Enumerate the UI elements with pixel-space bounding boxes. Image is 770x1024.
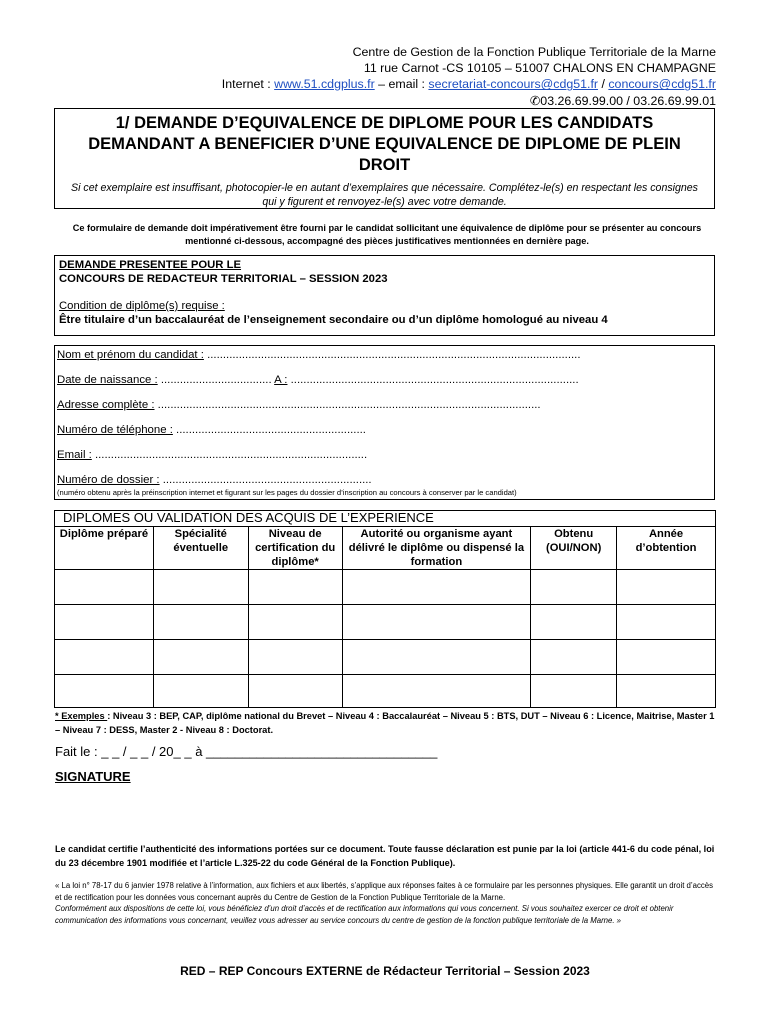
col-diplome: Diplôme préparé	[55, 527, 154, 570]
page-footer: RED – REP Concours EXTERNE de Rédacteur Territorial – Session 2023	[180, 964, 590, 978]
header-line2: 11 rue Carnot -CS 10105 – 51007 CHALONS EN CHAMPAGNE	[363, 61, 716, 76]
loi-italic: Conformément aux dispositions de cette loi, vous bénéficiez d’un droit d’accès et de rectification aux informations qui vous concernent. Si vous souhaitez exercer ce droit et obtenir communication des informations vous concernant, veuillez vous adresser au service concours du centre de gestion de la fonction publique territoriale de la Marne. »	[55, 904, 674, 925]
table-row	[55, 570, 716, 605]
phone-icon: ✆	[529, 93, 541, 108]
email-dots: ......................................................................................	[91, 449, 368, 461]
exemples-label: * Exemples	[55, 711, 108, 721]
col-specialite: Spécialité éventuelle	[153, 527, 248, 570]
header-contacts	[76, 76, 716, 92]
loi-normal: « La loi n° 78-17 du 6 janvier 1978 relative à l’information, aux fichiers et aux libertés, s’applique aux réponses faites à ce formulaire par les personnes physiques. Elle garantit un droit d’accès et de rectification pour les données vous concernant auprès du Centre de Gestion de la Fonction Publique Territoriale de la Marne.	[55, 881, 713, 902]
adresse-field[interactable]	[57, 399, 541, 411]
intro-text: Ce formulaire de demande doit impérativement être fourni par le candidat sollicitant une équivalence de diplôme pour se présenter au concours mentionné ci-dessous, accompagné des pièces justificatives mentionnées en dernière page.	[72, 223, 702, 246]
diplomes-table	[54, 510, 716, 708]
email-separator: /	[598, 77, 609, 92]
internet-label: Internet :	[221, 77, 275, 92]
lieu-dots: ...........................................................................................	[287, 374, 579, 386]
nom-label: Nom et prénom du candidat :	[57, 349, 204, 361]
header-line1: Centre de Gestion de la Fonction Publique Territoriale de la Marne	[352, 45, 716, 59]
naissance-dots: ...................................	[157, 374, 275, 386]
header	[76, 44, 716, 109]
adresse-dots: .........................................................................................................................	[154, 399, 541, 411]
naissance-field[interactable]	[57, 374, 579, 386]
dossier-note: (numéro obtenu après la préinscription internet et figurant sur les pages du dossier d’inscription au concours à conserver par le candidat)	[57, 488, 517, 497]
dossier-label: Numéro de dossier :	[57, 474, 160, 486]
telephone-label: Numéro de téléphone :	[57, 424, 173, 436]
condition-label: Condition de diplôme(s) requise :	[59, 300, 225, 312]
demande-box	[54, 255, 715, 336]
website-link[interactable]: www.51.cdgplus.fr	[274, 77, 375, 92]
page-title: 1/ DEMANDE D’EQUIVALENCE DE DIPLOME POUR LES CANDIDATS DEMANDANT A BENEFICIER D’UNE EQUIVALENCE DE DIPLOME DE PLEIN DROIT	[88, 114, 681, 174]
email-link-secretariat[interactable]: secretariat-concours@cdg51.fr	[428, 77, 599, 92]
table-row	[55, 675, 716, 708]
telephone-field[interactable]	[57, 424, 366, 436]
signature-label: SIGNATURE	[55, 769, 131, 784]
phone-numbers: 03.26.69.99.00 / 03.26.69.99.01	[540, 93, 716, 108]
candidat-box	[54, 345, 715, 500]
nom-field[interactable]	[57, 349, 581, 361]
telephone-dots: ............................................................	[172, 424, 366, 436]
naissance-label: Date de naissance :	[57, 374, 158, 386]
email-field[interactable]	[57, 449, 367, 461]
page-subtitle: Si cet exemplaire est insuffisant, photocopier-le en autant d’exemplaires que nécessaire. Complétez-le(s) en respectant les consignes qui y figurent et renvoyez-le(s) avec votre demande.	[71, 182, 698, 208]
demande-line1: DEMANDE PRESENTEE POUR LE	[59, 259, 242, 271]
email-field-label: Email :	[57, 449, 92, 461]
col-autorite: Autorité ou organisme ayant délivré le diplôme ou dispensé la formation	[342, 527, 531, 570]
exemples-note	[55, 710, 717, 737]
col-niveau: Niveau de certification du diplôme*	[248, 527, 342, 570]
email-label: – email :	[374, 77, 429, 92]
email-link-concours[interactable]: concours@cdg51.fr	[608, 77, 716, 92]
header-phone	[76, 93, 716, 109]
loi-text	[55, 880, 719, 926]
fait-le-line[interactable]: Fait le : _ _ / _ _ / 20_ _ à ________________________________	[55, 744, 438, 759]
lieu-label: A :	[274, 374, 288, 386]
table-row	[55, 640, 716, 675]
condition-text: Être titulaire d’un baccalauréat de l’enseignement secondaire ou d’un diplôme homologué au niveau 4	[59, 313, 608, 326]
diplomes-title: DIPLOMES OU VALIDATION DES ACQUIS DE L’EXPERIENCE	[55, 511, 716, 527]
col-obtenu: Obtenu (OUI/NON)	[531, 527, 617, 570]
table-row	[55, 605, 716, 640]
adresse-label: Adresse complète :	[57, 399, 155, 411]
col-annee: Année d’obtention	[617, 527, 716, 570]
certification-text: Le candidat certifie l’authenticité des informations portées sur ce document. Toute fausse déclaration est punie par la loi (article 441-6 du code pénal, loi du 23 décembre 1901 modifiée et l’article L.325-22 du code Général de la Fonction Publique).	[55, 844, 715, 868]
nom-dots: ......................................................................................................................	[203, 349, 581, 361]
dossier-dots: ..................................................................	[159, 474, 372, 486]
exemples-text: : Niveau 3 : BEP, CAP, diplôme national du Brevet – Niveau 4 : Baccalauréat – Niveau 5 : BTS, DUT – Niveau 6 : Licence, Maitrise, Master 1 – Niveau 7 : DESS, Master 2 - Niveau 8 : Doctorat.	[55, 711, 715, 735]
title-box	[54, 108, 715, 209]
demande-line2: CONCOURS DE REDACTEUR TERRITORIAL – SESSION 2023	[59, 272, 388, 285]
dossier-field[interactable]	[57, 474, 372, 486]
